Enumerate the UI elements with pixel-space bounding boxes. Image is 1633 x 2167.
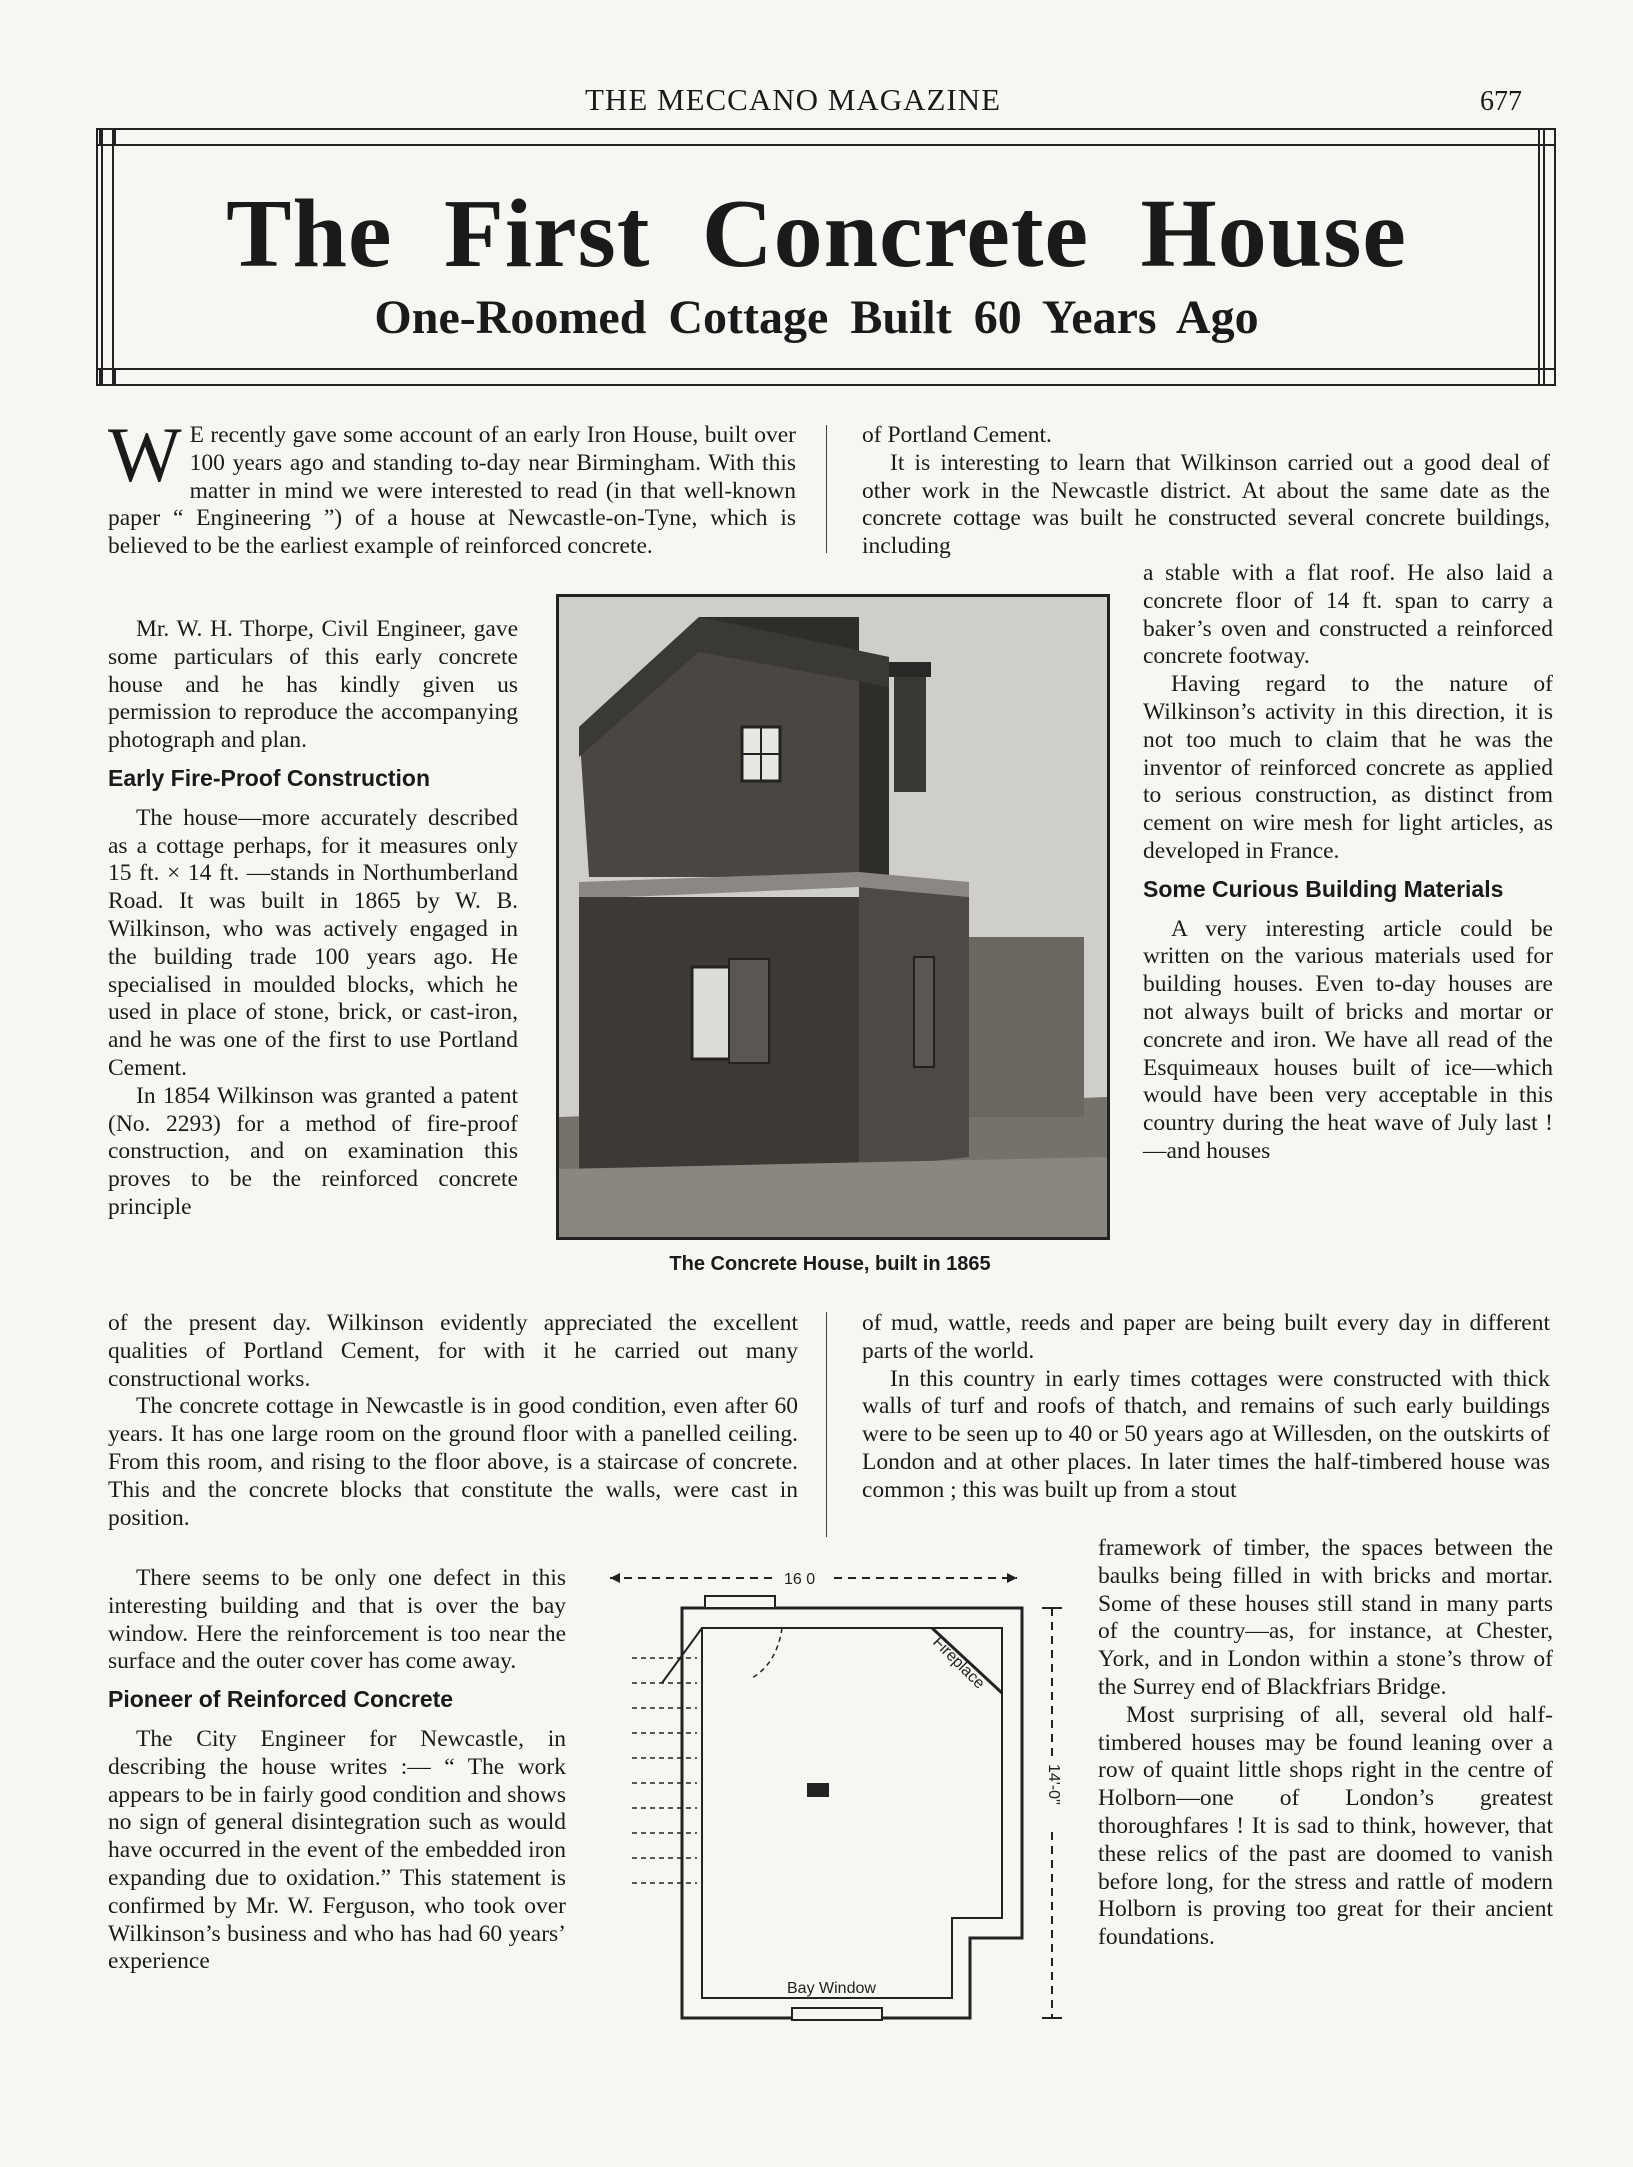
photo-caption: The Concrete House, built in 1865 bbox=[669, 1253, 991, 1275]
article-paragraph: A very interesting article could be written on the various materials used for building houses. Even to-day houses are not always built of bricks and mortar or concrete and iron. We have all read of the Esquimeaux houses built of ice—which would have been very acceptable in this country during the heat wave of July last !—and houses bbox=[1143, 915, 1553, 1164]
column-1-narrow bbox=[108, 616, 518, 1222]
article-paragraph: The City Engineer for Newcastle, in describing the house writes :— “ The work appears to be in fairly good condition and shows no sign of general disintegration such as would have occurred in the event of the embedded iron expanding due to oxidation.” This statement is confirmed by Mr. W. Ferguson, who took over Wilkinson’s business and who has had 60 years’ experience bbox=[108, 1725, 566, 1975]
width-dimension-label: 16 0 bbox=[784, 1571, 816, 1588]
column-1-top bbox=[108, 411, 796, 561]
floor-plan bbox=[602, 1568, 1072, 2048]
column-rule bbox=[826, 1312, 827, 1537]
house-illustration bbox=[559, 597, 1107, 1237]
article-paragraph: It is interesting to learn that Wilkinson carried out a good deal of other work in the Newcastle district. At about the same date as the concrete cottage was built he constructed several concrete buildings, including bbox=[862, 449, 1550, 560]
article-paragraph: Having regard to the nature of Wilkinson’s activity in this direction, it is not too much to claim that he was the inventor of reinforced concrete as applied to serious construction, as distinct from cement on wire mesh for light articles, as developed in France. bbox=[1143, 671, 1553, 864]
article-paragraph: Most surprising of all, several old half-timbered houses may be found leaning over a row of quaint little shops right in the centre of Holborn—one of London’s greatest thoroughfares ! It is sad to think, however, that these relics of the past are doomed to vanish before long, for the stress and rattle of modern Holborn is proving too great for their ancient foundations. bbox=[1098, 1701, 1553, 1951]
article-paragraph: The concrete cottage in Newcastle is in good condition, even after 60 years. It has one large room on the ground floor with a panelled ceiling. From this room, and rising to the floor above, is a staircase of concrete. This and the concrete blocks that constitute the walls, were cast in position. bbox=[108, 1393, 798, 1531]
drop-cap: W bbox=[108, 411, 182, 498]
article-paragraph: of mud, wattle, reeds and paper are being built every day in different parts of the world. bbox=[862, 1310, 1550, 1364]
bay-window-label: Bay Window bbox=[787, 1980, 876, 1997]
article-paragraph: framework of timber, the spaces between the baulks being filled in with bricks and mortar. Some of these houses still stand in many parts of the country—as, for instance, at Chester, York, and in London within a stone’s throw of the Surrey end of Blackfriars Bridge. bbox=[1098, 1535, 1553, 1700]
column-rule bbox=[826, 425, 827, 553]
column-1-wide bbox=[108, 1310, 798, 1532]
running-head: THE MECCANO MAGAZINE bbox=[585, 82, 1002, 117]
concrete-house-photo bbox=[556, 594, 1110, 1240]
frame-border-bottom bbox=[96, 368, 1556, 386]
section-heading: Pioneer of Reinforced Concrete bbox=[108, 1686, 454, 1713]
page-number: 677 bbox=[1480, 86, 1522, 117]
article-paragraph: E recently gave some account of an early Iron House, built over 100 years ago and standing to-day near Birmingham. With this matter in mind we were interested to read (in that well-known paper “ Engineering ”) of a house at Newcastle-on-Tyne, which is believed to be the earliest example of reinforced concrete. bbox=[108, 422, 796, 560]
section-heading: Early Fire-Proof Construction bbox=[108, 764, 431, 791]
section-heading: Some Curious Building Materials bbox=[1143, 875, 1504, 902]
floor-plan-drawing bbox=[602, 1568, 1072, 2048]
fireplace-label: Fireplace bbox=[929, 1633, 988, 1693]
page-subtitle: One-Roomed Cottage Built 60 Years Ago bbox=[374, 291, 1259, 344]
article-paragraph: In 1854 Wilkinson was granted a patent (No. 2293) for a method of fire-proof construction, and on examination this proves to be the reinforced concrete principle bbox=[108, 1082, 518, 1220]
article-paragraph: Mr. W. H. Thorpe, Civil Engineer, gave some particulars of this early concrete house and he has kindly given us permission to reproduce the accompanying photograph and plan. bbox=[108, 616, 518, 754]
frame-border-top bbox=[96, 128, 1556, 146]
article-paragraph: of Portland Cement. bbox=[862, 422, 1052, 448]
article-paragraph: There seems to be only one defect in this interesting building and that is over the bay window. Here the reinforcement is too near the surface and the outer cover has come away. bbox=[108, 1565, 566, 1675]
article-paragraph: The house—more accurately described as a cottage perhaps, for it measures only 15 ft. × 14 ft. —stands in Northumberland Road. It was built in 1865 by W. B. Wilkinson, who was actively engaged in the building trade 100 years ago. He specialised in moulded blocks, which he used in place of stone, brick, or cast-iron, and he was one of the first to use Portland Cement. bbox=[108, 804, 518, 1081]
column-3-bottom bbox=[1098, 1535, 1553, 1952]
depth-dimension-label: 14'-0" bbox=[1045, 1764, 1062, 1805]
page-title: The First Concrete House bbox=[226, 180, 1407, 288]
article-paragraph: In this country in early times cottages were constructed with thick walls of turf and roofs of thatch, and remains of such early buildings were to be seen up to 40 or 50 years ago at Willesden, on the outskirts of London and at other places. In later times the half-timbered house was common ; this was built up from a stout bbox=[862, 1365, 1550, 1503]
article-paragraph: a stable with a flat roof. He also laid a concrete floor of 14 ft. span to carry a baker’s oven and constructed a reinforced concrete footway. bbox=[1143, 560, 1553, 670]
column-3-top bbox=[1143, 560, 1553, 1166]
column-1-bottom bbox=[108, 1565, 566, 1976]
column-2-top bbox=[862, 422, 1550, 561]
column-2-bottom bbox=[862, 1310, 1550, 1505]
article-paragraph: of the present day. Wilkinson evidently appreciated the excellent qualities of Portland Cement, for with it he carried out many constructional works. bbox=[108, 1310, 798, 1392]
